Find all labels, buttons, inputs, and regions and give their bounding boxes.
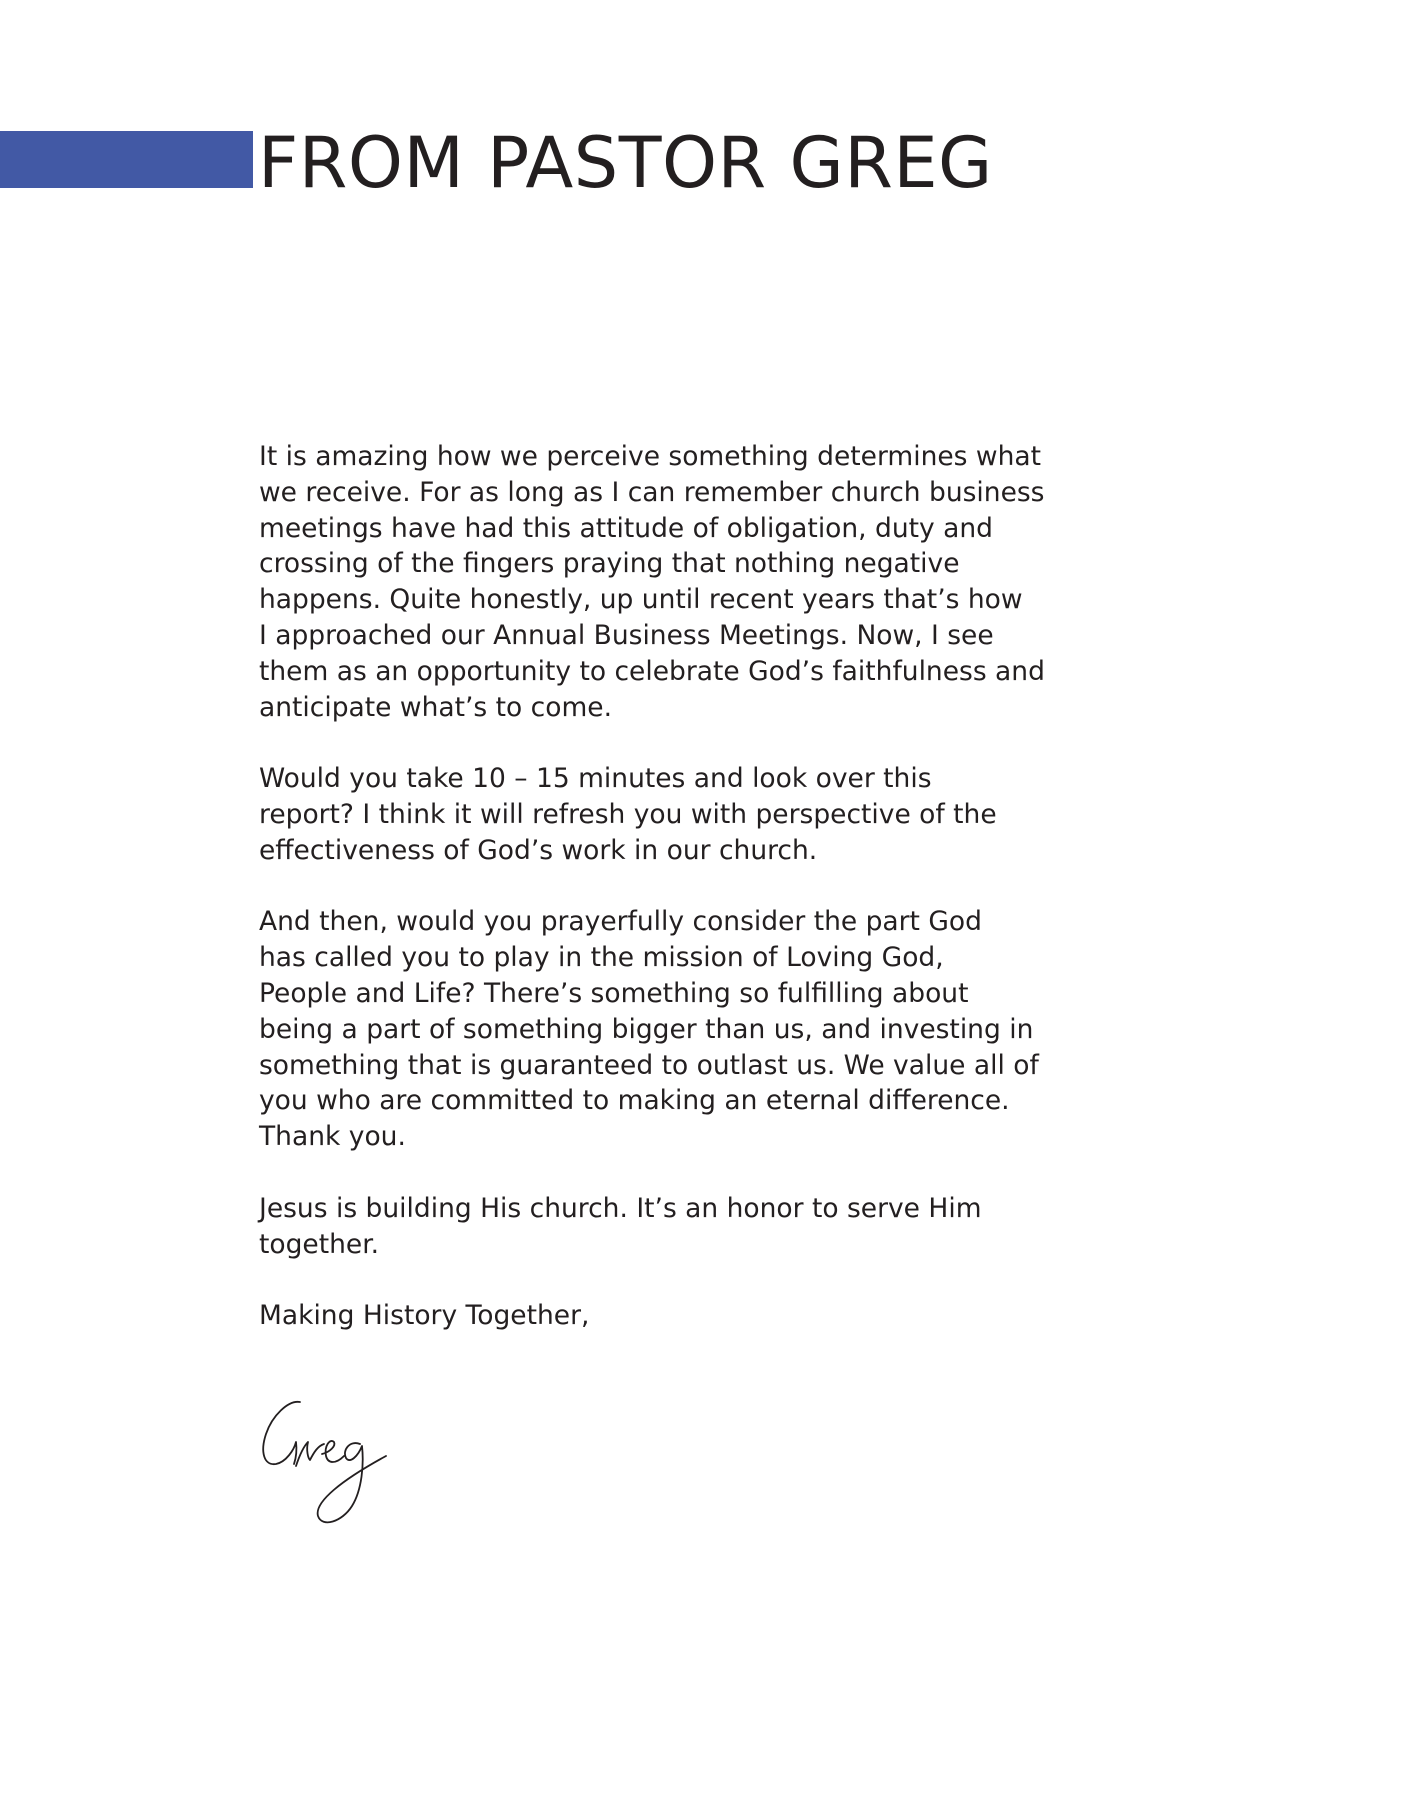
paragraph-line: Thank you.: [259, 1121, 406, 1153]
paragraph-line: happens. Quite honestly, up until recent years that’s how: [259, 584, 1023, 616]
paragraph-line: report? I think it will refresh you with perspective of the: [259, 798, 997, 830]
title-accent-bar: [0, 131, 253, 188]
letter-closing: Making History Together,: [259, 1300, 590, 1332]
paragraph-line: has called you to play in the mission of Loving God,: [259, 942, 944, 974]
letter-paragraph: [259, 439, 1059, 725]
paragraph-line: Jesus is building His church. It’s an honor to serve Him: [259, 1192, 982, 1224]
paragraph-line: It is amazing how we perceive something determines what: [259, 441, 1041, 472]
paragraph-line: Would you take 10 – 15 minutes and look over this: [259, 763, 932, 795]
paragraph-line: being a part of something bigger than us, and investing in: [259, 1013, 1034, 1045]
signature-greg: [256, 1394, 396, 1532]
letter-paragraph: [259, 761, 1059, 868]
paragraph-line: anticipate what’s to come.: [259, 691, 613, 723]
page-title: FROM PASTOR GREG: [258, 122, 993, 204]
paragraph-line: you who are committed to making an eternal difference.: [259, 1085, 1010, 1117]
paragraph-line: meetings have had this attitude of obligation, duty and: [259, 512, 994, 544]
letter-body: [259, 439, 1059, 1334]
paragraph-line: something that is guaranteed to outlast us. We value all of: [259, 1049, 1039, 1081]
paragraph-line: People and Life? There’s something so fulfilling about: [259, 977, 969, 1009]
paragraph-line: crossing of the fingers praying that nothing negative: [259, 548, 960, 580]
letter-paragraph: [259, 1191, 1059, 1263]
paragraph-line: And then, would you prayerfully consider the part God: [259, 906, 982, 938]
paragraph-line: together.: [259, 1228, 380, 1260]
paragraph-line: them as an opportunity to celebrate God’s faithfulness and: [259, 655, 1045, 687]
letter-paragraph: [259, 904, 1059, 1155]
paragraph-line: I approached our Annual Business Meetings. Now, I see: [259, 619, 994, 651]
paragraph-line: effectiveness of God’s work in our church.: [259, 834, 818, 866]
paragraph-line: we receive. For as long as I can remember church business: [259, 476, 1045, 508]
